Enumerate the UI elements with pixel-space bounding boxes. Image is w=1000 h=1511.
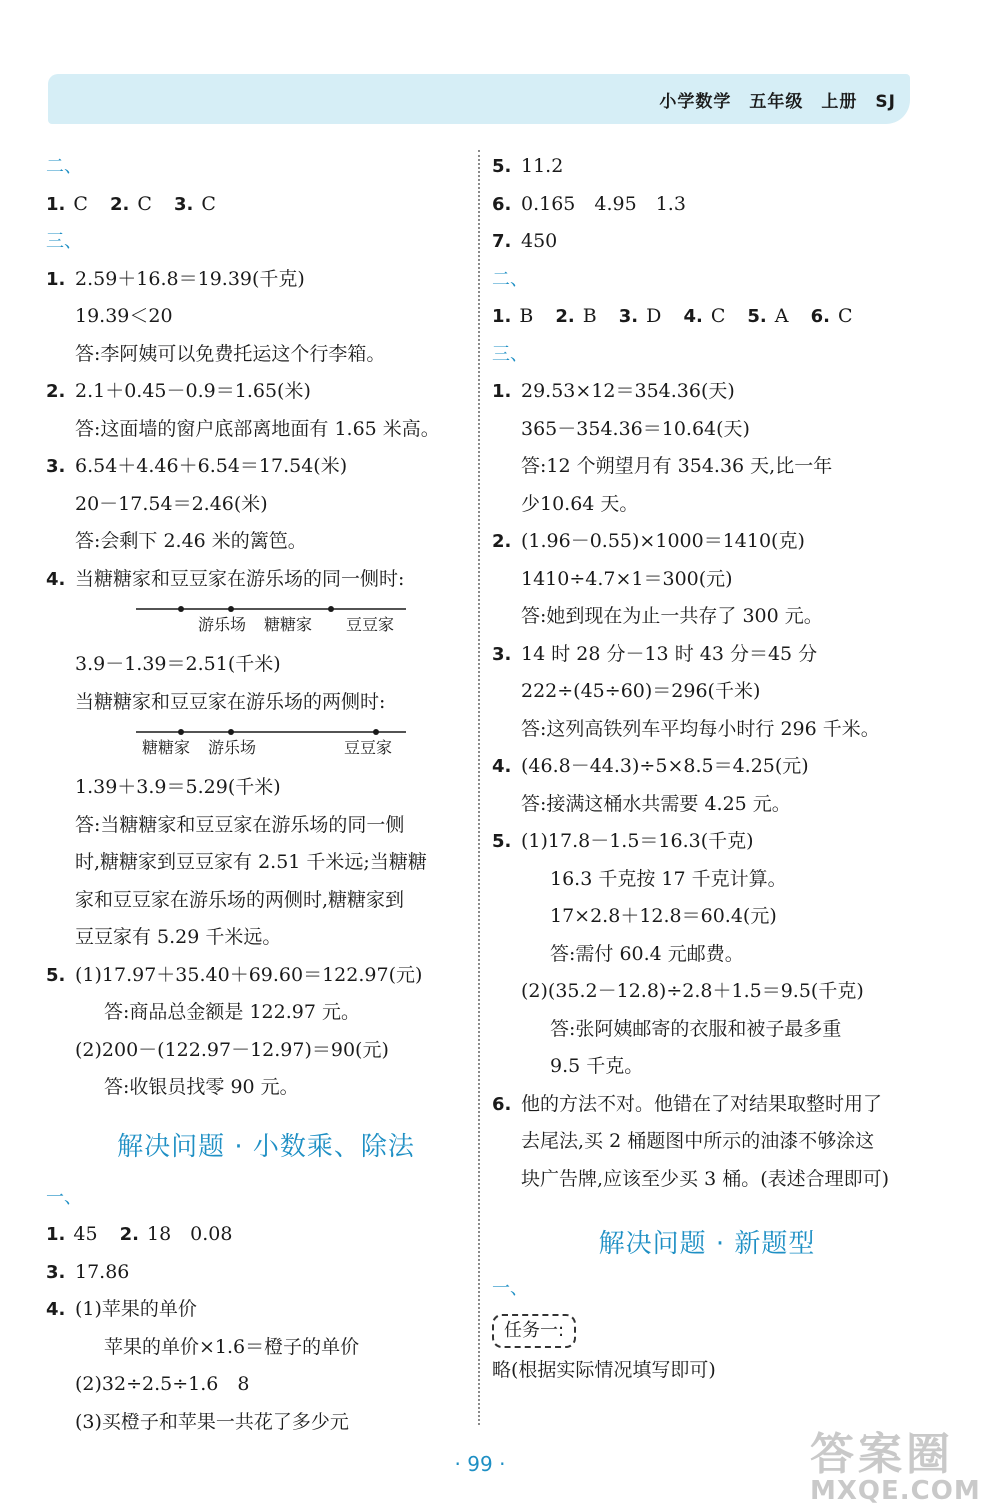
answer-line [492,186,922,224]
answer-line [492,373,922,411]
answer-line [492,636,922,674]
answer-value: 45 [73,1223,98,1245]
answer-text: (1)17.97＋35.40＋69.60＝122.97(元) [75,963,423,986]
answer-line [46,373,466,411]
question-number: 3. [173,193,194,215]
answer-line: 1.39＋3.9＝5.29(千米) [75,776,281,798]
answer-line: 9.5 千克。 [550,1055,644,1077]
mc-answers-row [46,186,466,224]
answer-line: 答:12 个朔望月有 354.36 天,比一年 [521,455,833,477]
question-number: 6. [810,306,830,327]
question-number: 5. [492,156,512,177]
question-number: 1. [46,268,66,290]
answer-line: (3)买橙子和苹果一共花了多少元 [75,1410,349,1433]
answer-text: 11.2 [521,155,564,177]
answer-text: 29.53×12＝354.36(天) [521,380,735,402]
answer-text: (1)17.8－1.5＝16.3(千克) [521,830,754,852]
question-number: 5. [747,306,767,327]
question-number: 4. [492,756,512,777]
answer-line [492,1086,922,1124]
answer-line: (2)200－(122.97－12.97)＝90(元) [75,1038,389,1061]
answer-text: 14 时 28 分－13 时 43 分＝45 分 [521,642,818,665]
watermark-logo [810,1418,986,1504]
answer-line: 豆豆家有 5.29 千米远。 [75,926,282,948]
diagram-label: 豆豆家 [344,738,393,757]
diagram-label: 糖糖家 [142,738,191,757]
answer-line: 去尾法,买 2 桶题图中所示的油漆不够涂这 [521,1130,875,1152]
question-number: 5. [492,831,512,852]
answer-line: 当糖糖家和豆豆家在游乐场的两侧时: [75,690,386,713]
section-heading: 一、 [46,1186,82,1208]
answer-line [46,448,466,486]
column-divider [478,150,480,1425]
page-number: · 99 · [454,1452,506,1476]
answer-line: 3.9－1.39＝2.51(千米) [75,653,281,675]
question-number: 2. [109,193,130,215]
left-column [46,148,466,1441]
question-number: 6. [492,1093,512,1115]
answer-line [492,148,922,186]
answer-text: (46.8－44.3)÷5×8.5＝4.25(元) [521,755,809,777]
answer-choice: A [774,305,789,327]
answer-line: 1410÷4.7×1＝300(元) [521,567,733,590]
answer-line: (2)(35.2－12.8)÷2.8＋1.5＝9.5(千克) [521,980,864,1002]
answer-text: (1)苹果的单价 [75,1298,197,1320]
answer-line [46,561,466,599]
answer-line: 答:张阿姨邮寄的衣服和被子最多重 [550,1017,842,1040]
answer-line: 时,糖糖家到豆豆家有 2.51 千米远;当糖糖 [75,851,427,873]
question-number: 3. [46,456,66,477]
section-heading: 三、 [46,231,82,252]
diagram-label: 糖糖家 [264,615,313,634]
answer-choice: D [646,305,662,327]
page-header-banner [48,74,910,124]
answer-choice: C [137,192,152,215]
question-number: 5. [46,964,66,986]
answer-choice: C [710,305,726,327]
answer-line: (2)32÷2.5÷1.6 8 [75,1373,250,1395]
diagram-label: 豆豆家 [346,615,395,634]
header-subject-grade: 小学数学 五年级 上册 SJ [659,92,896,112]
answer-line: 少10.64 天。 [521,492,639,515]
answer-line: 答:需付 60.4 元邮费。 [550,942,744,965]
answer-line: 答:会剩下 2.46 米的篱笆。 [75,530,307,552]
answer-line: 16.3 千克按 17 千克计算。 [550,867,787,890]
answer-text: 当糖糖家和豆豆家在游乐场的同一侧时: [75,567,405,590]
answer-line [46,1291,466,1329]
answer-line: 苹果的单价×1.6＝橙子的单价 [104,1335,360,1358]
answer-line: 答:当糖糖家和豆豆家在游乐场的同一侧 [75,813,405,836]
diagram-label: 游乐场 [198,615,247,634]
mc-answers-row [492,298,922,336]
question-number: 2. [555,306,575,327]
question-number: 4. [46,1299,66,1320]
answer-line [492,523,922,561]
answer-line: 答:接满这桶水共需要 4.25 元。 [521,792,791,815]
answer-choice: C [837,305,853,327]
answers-row [46,1216,466,1254]
watermark-text: 答案圈 [810,1429,954,1480]
answer-line: 20－17.54＝2.46(米) [75,492,268,515]
answer-line [492,223,922,261]
answer-line: 365－354.36＝10.64(天) [521,417,750,440]
answer-line: 略(根据实际情况填写即可) [492,1358,716,1381]
answer-text: 2.59＋16.8＝19.39(千克) [75,267,305,290]
question-number: 1. [46,193,66,215]
question-number: 4. [683,306,703,327]
answer-line: 答:她到现在为止一共存了 300 元。 [521,605,823,627]
answer-choice: C [73,192,88,215]
answer-line: 家和豆豆家在游乐场的两侧时,糖糖家到 [75,888,405,911]
section-title: 解决问题 · 新题型 [598,1229,816,1259]
answer-line: 答:李阿姨可以免费托运这个行李箱。 [75,342,386,365]
question-number: 4. [46,568,66,590]
section-heading: 三、 [492,343,528,365]
question-number: 2. [46,381,66,402]
question-number: 1. [492,381,512,402]
answer-text: 2.1＋0.45－0.9＝1.65(米) [75,380,311,402]
answer-line: 222÷(45÷60)＝296(千米) [521,680,761,702]
answer-line: 17×2.8＋12.8＝60.4(元) [550,905,777,927]
answer-line: 19.39＜20 [75,305,173,327]
watermark-url: MXQE.COM [810,1476,981,1506]
answer-line [492,823,922,861]
answer-line: 答:商品总金额是 122.97 元。 [104,1001,360,1023]
task-row [492,1308,922,1352]
answer-choice: B [519,305,534,327]
answer-text: 他的方法不对。他错在了对结果取整时用了 [521,1092,883,1115]
question-number: 1. [46,1224,66,1245]
answer-text: 17.86 [75,1260,130,1283]
question-number: 2. [492,531,512,552]
answer-line: 答:收银员找零 90 元。 [104,1076,299,1098]
section-heading: 一、 [492,1278,528,1299]
answer-choice: C [201,192,216,215]
answer-value: 18 0.08 [146,1223,233,1245]
answer-line [46,261,466,299]
section-title: 解决问题 · 小数乘、除法 [117,1131,415,1162]
question-number: 7. [492,231,512,252]
question-number: 2. [119,1224,139,1245]
section-heading: 二、 [46,156,82,177]
answer-text: 450 [521,230,558,252]
section-heading: 二、 [492,268,528,290]
question-number: 3. [618,306,639,327]
task-label-box: 任务一: [492,1314,576,1348]
number-line-diagram-two-sides [46,721,466,769]
answer-line [492,748,922,786]
answer-line: 块广告牌,应该至少买 3 桶。(表述合理即可) [521,1167,890,1190]
question-number: 3. [46,1261,66,1283]
answer-line [46,1254,466,1292]
question-number: 3. [492,643,512,665]
question-number: 1. [492,306,512,327]
answer-text: 6.54＋4.46＋6.54＝17.54(米) [75,455,348,477]
question-number: 6. [492,193,512,215]
answer-text: 0.165 4.95 1.3 [521,192,686,215]
answer-line [46,957,466,995]
answer-line: 答:这列高铁列车平均每小时行 296 千米。 [521,717,880,740]
number-line-diagram-same-side [46,598,466,646]
right-column [492,148,922,1389]
diagram-label: 游乐场 [208,738,257,757]
answer-text: (1.96－0.55)×1000＝1410(克) [521,530,805,552]
answer-line: 答:这面墙的窗户底部离地面有 1.65 米高。 [75,417,440,440]
answer-choice: B [582,305,597,327]
